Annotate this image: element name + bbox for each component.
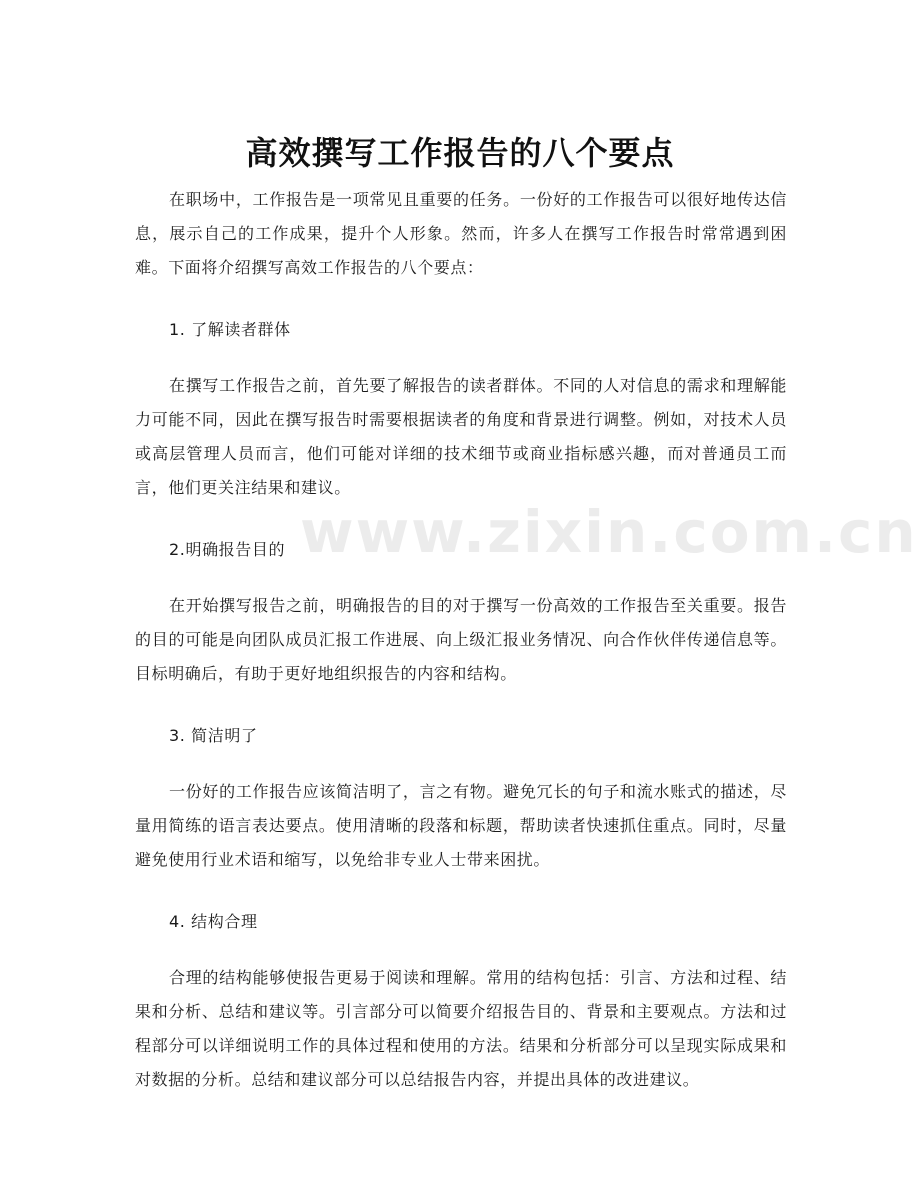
section-heading-2: 2.明确报告目的: [169, 540, 286, 559]
document-title: 高效撰写工作报告的八个要点: [245, 134, 675, 173]
document-body: [135, 183, 918, 1097]
intro-paragraph: 在职场中，工作报告是一项常见且重要的任务。一份好的工作报告可以很好地传达信息，展示自己的工作成果，提升个人形象。然而，许多人在撰写工作报告时常常遇到困难。下面将介绍撰写高效工作报告的八个要点：: [135, 190, 787, 277]
watermark: www.zixin.com.cn: [300, 498, 918, 566]
section-heading-4: 4. 结构合理: [169, 912, 258, 931]
section-paragraph-2: 在开始撰写报告之前，明确报告的目的对于撰写一份高效的工作报告至关重要。报告的目的可能是向团队成员汇报工作进展、向上级汇报业务情况、向合作伙伴传递信息等。目标明确后，有助于更好地组织报告的内容和结构。: [135, 596, 787, 683]
section-paragraph-3: 一份好的工作报告应该简洁明了，言之有物。避免冗长的句子和流水账式的描述，尽量用简练的语言表达要点。使用清晰的段落和标题，帮助读者快速抓住重点。同时，尽量避免使用行业术语和缩写，以免给非专业人士带来困扰。: [135, 782, 787, 869]
section-paragraph-4: 合理的结构能够使报告更易于阅读和理解。常用的结构包括：引言、方法和过程、结果和分析、总结和建议等。引言部分可以简要介绍报告目的、背景和主要观点。方法和过程部分可以详细说明工作的具体过程和使用的方法。结果和分析部分可以呈现实际成果和对数据的分析。总结和建议部分可以总结报告内容，并提出具体的改进建议。: [135, 968, 787, 1089]
section-paragraph-1: 在撰写工作报告之前，首先要了解报告的读者群体。不同的人对信息的需求和理解能力可能不同，因此在撰写报告时需要根据读者的角度和背景进行调整。例如，对技术人员或高层管理人员而言，他们可能对详细的技术细节或商业指标感兴趣，而对普通员工而言，他们更关注结果和建议。: [135, 376, 787, 497]
section-heading-3: 3. 简洁明了: [169, 726, 258, 745]
section-heading-1: 1. 了解读者群体: [169, 320, 291, 339]
